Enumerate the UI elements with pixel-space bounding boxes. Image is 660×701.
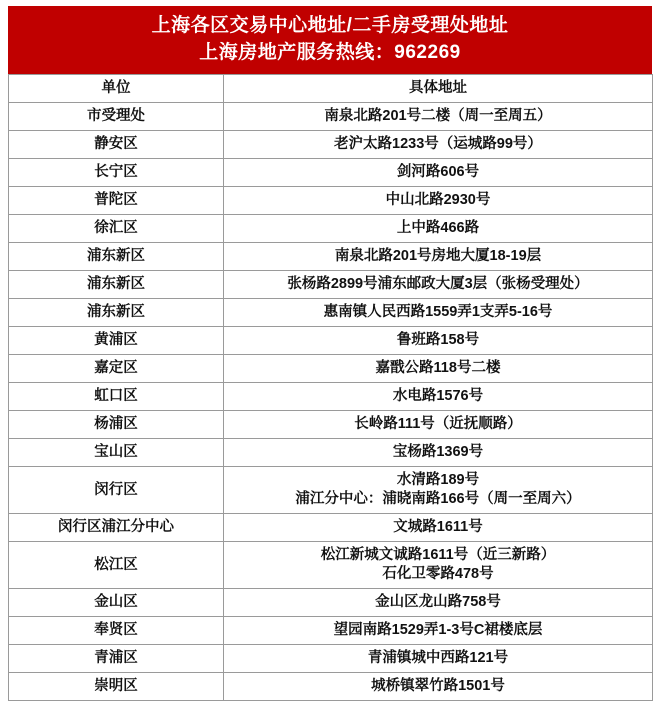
cell-unit: 金山区 <box>9 589 224 617</box>
cell-address <box>224 673 653 701</box>
table-row <box>9 327 653 355</box>
cell-unit: 长宁区 <box>9 159 224 187</box>
cell-address <box>224 617 653 645</box>
table-row <box>9 617 653 645</box>
cell-address <box>224 243 653 271</box>
cell-address-line: 嘉戬公路118号二楼 <box>375 360 501 376</box>
address-table <box>8 74 653 701</box>
cell-unit: 浦东新区 <box>9 243 224 271</box>
cell-address <box>224 103 653 131</box>
column-header-unit: 单位 <box>9 75 224 103</box>
cell-address <box>224 645 653 673</box>
cell-address <box>224 215 653 243</box>
cell-address-line: 中山北路2930号 <box>385 192 491 208</box>
cell-address <box>224 383 653 411</box>
table-row <box>9 589 653 617</box>
cell-address-line: 剑河路606号 <box>396 164 480 180</box>
cell-unit: 嘉定区 <box>9 355 224 383</box>
cell-address-line: 石化卫零路478号 <box>382 566 494 582</box>
cell-address <box>224 131 653 159</box>
cell-unit: 宝山区 <box>9 439 224 467</box>
cell-address <box>224 355 653 383</box>
header-title-line2: 上海房地产服务热线：962269 <box>199 42 461 63</box>
table-row <box>9 411 653 439</box>
table-row <box>9 439 653 467</box>
column-header-address: 具体地址 <box>224 75 653 103</box>
cell-address <box>224 411 653 439</box>
cell-address-line: 宝杨路1369号 <box>392 444 484 460</box>
cell-address-line: 城桥镇翠竹路1501号 <box>371 678 505 694</box>
cell-unit: 闵行区 <box>9 467 224 514</box>
cell-address <box>224 467 653 514</box>
table-row <box>9 215 653 243</box>
table-row <box>9 673 653 701</box>
cell-address-line: 长岭路111号（近抚顺路） <box>354 416 522 432</box>
cell-address <box>224 159 653 187</box>
cell-address-line: 上中路466路 <box>396 220 480 236</box>
table-row <box>9 271 653 299</box>
cell-address <box>224 439 653 467</box>
cell-unit: 松江区 <box>9 542 224 589</box>
table-row <box>9 159 653 187</box>
cell-address-line: 张杨路2899号浦东邮政大厦3层（张杨受理处） <box>287 276 589 292</box>
table-row <box>9 187 653 215</box>
cell-unit: 浦东新区 <box>9 271 224 299</box>
cell-address-line: 金山区龙山路758号 <box>375 594 501 610</box>
cell-address <box>224 514 653 542</box>
cell-unit: 静安区 <box>9 131 224 159</box>
page-header <box>8 6 652 74</box>
cell-unit: 徐汇区 <box>9 215 224 243</box>
cell-unit: 黄浦区 <box>9 327 224 355</box>
cell-address-line: 鲁班路158号 <box>396 332 480 348</box>
table-row <box>9 131 653 159</box>
cell-address-line: 文城路1611号 <box>393 519 483 535</box>
cell-address <box>224 589 653 617</box>
cell-unit: 普陀区 <box>9 187 224 215</box>
table-row <box>9 103 653 131</box>
cell-unit: 杨浦区 <box>9 411 224 439</box>
cell-address-line: 水电路1576号 <box>392 388 484 404</box>
cell-unit: 浦东新区 <box>9 299 224 327</box>
cell-unit: 虹口区 <box>9 383 224 411</box>
cell-unit: 闵行区浦江分中心 <box>9 514 224 542</box>
cell-address-line: 南泉北路201号二楼（周一至周五） <box>324 108 552 124</box>
cell-address <box>224 187 653 215</box>
cell-address-line: 南泉北路201号房地大厦18-19层 <box>334 248 542 264</box>
cell-unit: 崇明区 <box>9 673 224 701</box>
table-row <box>9 542 653 589</box>
cell-address <box>224 542 653 589</box>
table-row <box>9 355 653 383</box>
table-header-row <box>9 75 653 103</box>
cell-unit: 市受理处 <box>9 103 224 131</box>
cell-address <box>224 299 653 327</box>
cell-address-line: 青浦镇城中西路121号 <box>367 650 509 666</box>
cell-unit: 青浦区 <box>9 645 224 673</box>
header-title-line1: 上海各区交易中心地址/二手房受理处地址 <box>151 15 509 36</box>
cell-address <box>224 271 653 299</box>
table-row <box>9 514 653 542</box>
table-row <box>9 467 653 514</box>
table-row <box>9 243 653 271</box>
cell-address <box>224 327 653 355</box>
cell-address-line: 惠南镇人民西路1559弄1支弄5-16号 <box>323 304 553 320</box>
cell-address-line: 老沪太路1233号（运城路99号） <box>334 136 542 152</box>
cell-address-line: 望园南路1529弄1-3号C裙楼底层 <box>333 622 543 638</box>
table-row <box>9 645 653 673</box>
cell-address-line: 松江新城文诚路1611号（近三新路） <box>320 547 556 563</box>
table-row <box>9 299 653 327</box>
cell-address-line: 浦江分中心：浦晓南路166号（周一至周六） <box>295 491 581 507</box>
cell-unit: 奉贤区 <box>9 617 224 645</box>
cell-address-line: 水清路189号 <box>396 472 480 488</box>
table-row <box>9 383 653 411</box>
